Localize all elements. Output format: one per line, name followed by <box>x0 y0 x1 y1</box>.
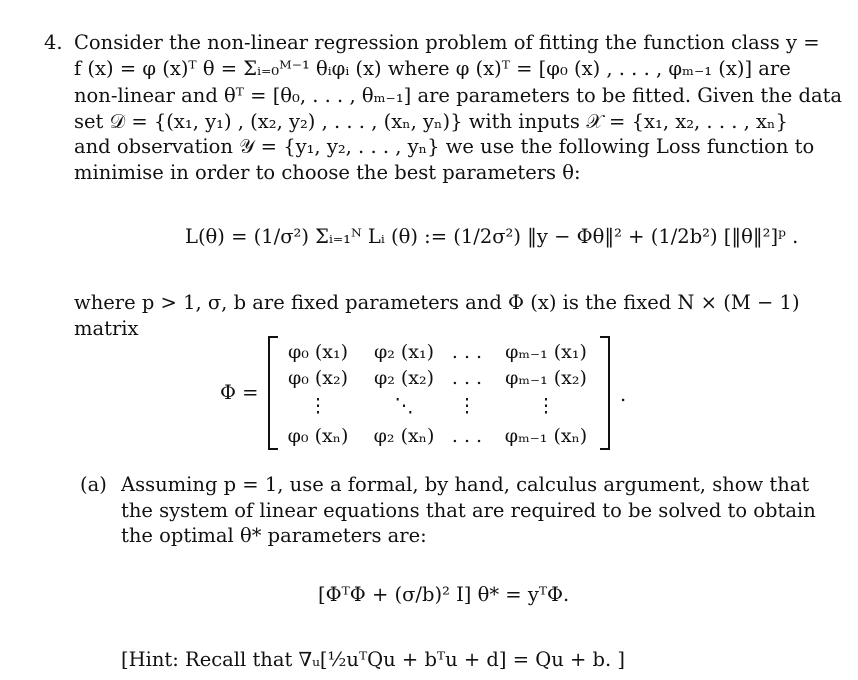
intro-line-5: and observation 𝒴 = {y₁, y₂, . . . , yₙ} we use the following Loss function to <box>74 135 815 158</box>
matrix-cell: φ₂ (x₁) <box>373 341 435 363</box>
matrix-cell: φₘ₋₁ (xₙ) <box>504 425 588 447</box>
matrix-right-bracket <box>600 336 610 450</box>
matrix-cell: ⋮ <box>536 395 556 417</box>
matrix-cell: φ₀ (xₙ) <box>287 425 349 447</box>
matrix-cell: ⋱ <box>394 395 414 417</box>
matrix-cell: φₘ₋₁ (x₁) <box>505 341 587 363</box>
matrix-trailing-period: . <box>620 383 627 406</box>
part-a-equation: [ΦᵀΦ + (σ/b)² I] θ* = yᵀΦ. <box>318 583 570 606</box>
matrix-left-bracket <box>268 336 278 450</box>
intro-line-1: Consider the non-linear regression problem of fitting the function class y = <box>74 31 820 54</box>
matrix-cell: φ₂ (xₙ) <box>373 425 435 447</box>
part-a-line-3: the optimal θ* parameters are: <box>121 524 427 547</box>
matrix-cell: ⋮ <box>308 395 328 417</box>
intro-line-4: set 𝒟 = {(x₁, y₁) , (x₂, y₂) , . . . , (xₙ, yₙ)} with inputs 𝒳 = {x₁, x₂, . . . , xₙ} <box>74 110 788 133</box>
hint-text: [Hint: Recall that ∇ᵤ[½uᵀQu + bᵀu + d] = Qu + b. ] <box>121 648 626 671</box>
where-line-2: matrix <box>74 317 139 340</box>
problem-number: 4. <box>44 31 63 54</box>
matrix-cell: φ₂ (x₂) <box>373 367 435 389</box>
matrix-cell: . . . <box>451 341 483 363</box>
matrix-label: Φ = <box>220 381 259 404</box>
part-a-label: (a) <box>80 473 107 496</box>
part-a-line-1: Assuming p = 1, use a formal, by hand, calculus argument, show that <box>121 473 810 496</box>
loss-equation: L(θ) = (1/σ²) Σᵢ₌₁ᴺ Lᵢ (θ) := (1/2σ²) ‖y − Φθ‖² + (1/2b²) [‖θ‖²]ᵖ . <box>185 225 799 248</box>
matrix-cell: φₘ₋₁ (x₂) <box>505 367 587 389</box>
matrix-cell: . . . <box>451 425 483 447</box>
where-line-1: where p > 1, σ, b are fixed parameters and Φ (x) is the fixed N × (M − 1) <box>74 291 800 314</box>
matrix-cell: . . . <box>451 367 483 389</box>
intro-line-2: f (x) = φ (x)ᵀ θ = Σᵢ₌₀ᴹ⁻¹ θᵢφᵢ (x) where φ (x)ᵀ = [φ₀ (x) , . . . , φₘ₋₁ (x)] are <box>74 57 791 80</box>
matrix-cell: φ₀ (x₁) <box>287 341 349 363</box>
part-a-line-2: the system of linear equations that are required to be solved to obtain <box>121 499 816 522</box>
intro-line-3: non-linear and θᵀ = [θ₀, . . . , θₘ₋₁] are parameters to be fitted. Given the data <box>74 84 843 107</box>
intro-line-6: minimise in order to choose the best parameters θ: <box>74 161 581 184</box>
matrix-cell: φ₀ (x₂) <box>287 367 349 389</box>
matrix-cell: ⋮ <box>457 395 477 417</box>
